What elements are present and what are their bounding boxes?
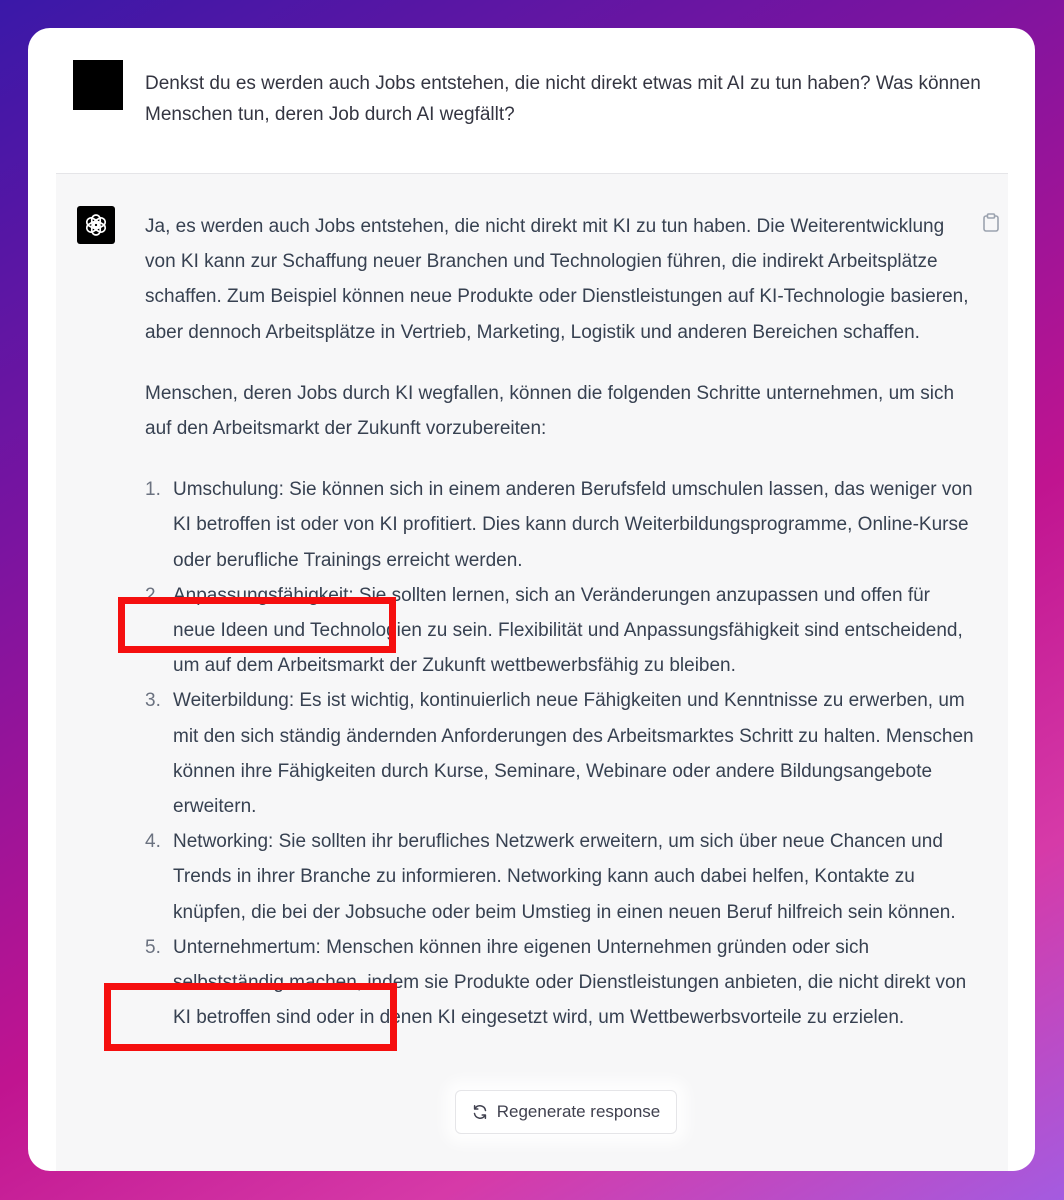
list-item (145, 472, 977, 578)
list-item-number: 5. (145, 936, 161, 958)
regenerate-response-button[interactable] (455, 1090, 677, 1134)
openai-logo-icon (77, 206, 115, 244)
user-avatar (73, 60, 123, 110)
list-item (145, 683, 977, 824)
regenerate-label: Regenerate response (496, 1102, 661, 1121)
list-item-number: 2. (145, 584, 161, 606)
list-item-number: 4. (145, 831, 161, 853)
assistant-paragraph-2: Menschen, deren Jobs durch KI wegfallen, können die folgenden Schritte unternehmen, um sich auf den Arbeitsmarkt der Zukunft vorzubereiten: (145, 382, 955, 440)
list-item (145, 824, 977, 930)
clipboard-icon[interactable] (982, 212, 1000, 232)
user-message-text: Denkst du es werden auch Jobs entstehen, die nicht direkt etwas mit AI zu tun haben? Was können Menschen tun, deren Job durch AI wegfällt? (145, 73, 981, 125)
list-item-text: Weiterbildung: Es ist wichtig, kontinuierlich neue Fähigkeiten und Kenntnisse zu erwerben, um mit den sich ständig ändernden Anforderungen des Arbeitsmarktes Schritt zu halten. Menschen können ihre Fähigkeiten durch Kurse, Seminare, Webinare oder andere Bildungsangebote erweitern. (173, 690, 974, 818)
list-item-text: Umschulung: Sie können sich in einem anderen Berufsfeld umschulen lassen, das weniger von KI betroffen ist oder von KI profitiert. Dies kann durch Weiterbildungsprogramme, Online-Kurse oder berufliche Trainings erreicht werden. (173, 479, 973, 571)
list-item-number: 3. (145, 690, 161, 712)
assistant-paragraph-1: Ja, es werden auch Jobs entstehen, die nicht direkt mit KI zu tun haben. Die Weiterentwicklung von KI kann zur Schaffung neuer Branchen und Technologien führen, die indirekt Arbeitsplätze schaffen. Zum Beispiel können neue Produkte oder Dienstleistungen auf KI-Technologie basieren, aber dennoch Arbeitsplätze in Vertrieb, Marketing, Logistik und anderen Bereichen schaffen. (145, 216, 969, 343)
list-item-text: Networking: Sie sollten ihr berufliches Netzwerk erweitern, um sich über neue Chancen und Trends in ihrer Branche zu informieren. Networking kann auch dabei helfen, Kontakte zu knüpfen, die bei der Jobsuche oder beim Umstieg in einen neuen Beruf hilfreich sein können. (173, 831, 956, 923)
refresh-icon (472, 1104, 488, 1120)
steps-list (145, 472, 977, 1035)
list-item-text: Unternehmertum: Menschen können ihre eigenen Unternehmen gründen oder sich selbstständig machen, indem sie Produkte oder Dienstleistungen anbieten, die nicht direkt von KI betroffen sind oder in denen KI eingesetzt wird, um Wettbewerbsvorteile zu erzielen. (173, 936, 967, 1029)
highlight-box-step-2 (118, 597, 396, 653)
user-message (28, 28, 1035, 173)
list-item-number: 1. (145, 479, 161, 501)
list-item-text: Anpassungsfähigkeit: Sie sollten lernen, sich an Veränderungen anzupassen und offen für neue Ideen und Technologien zu sein. Flexibilität und Anpassungsfähigkeit sind entscheidend, um auf dem Arbeitsmarkt der Zukunft wettbewerbsfähig zu bleiben. (173, 584, 963, 677)
highlight-box-step-5 (104, 983, 397, 1051)
